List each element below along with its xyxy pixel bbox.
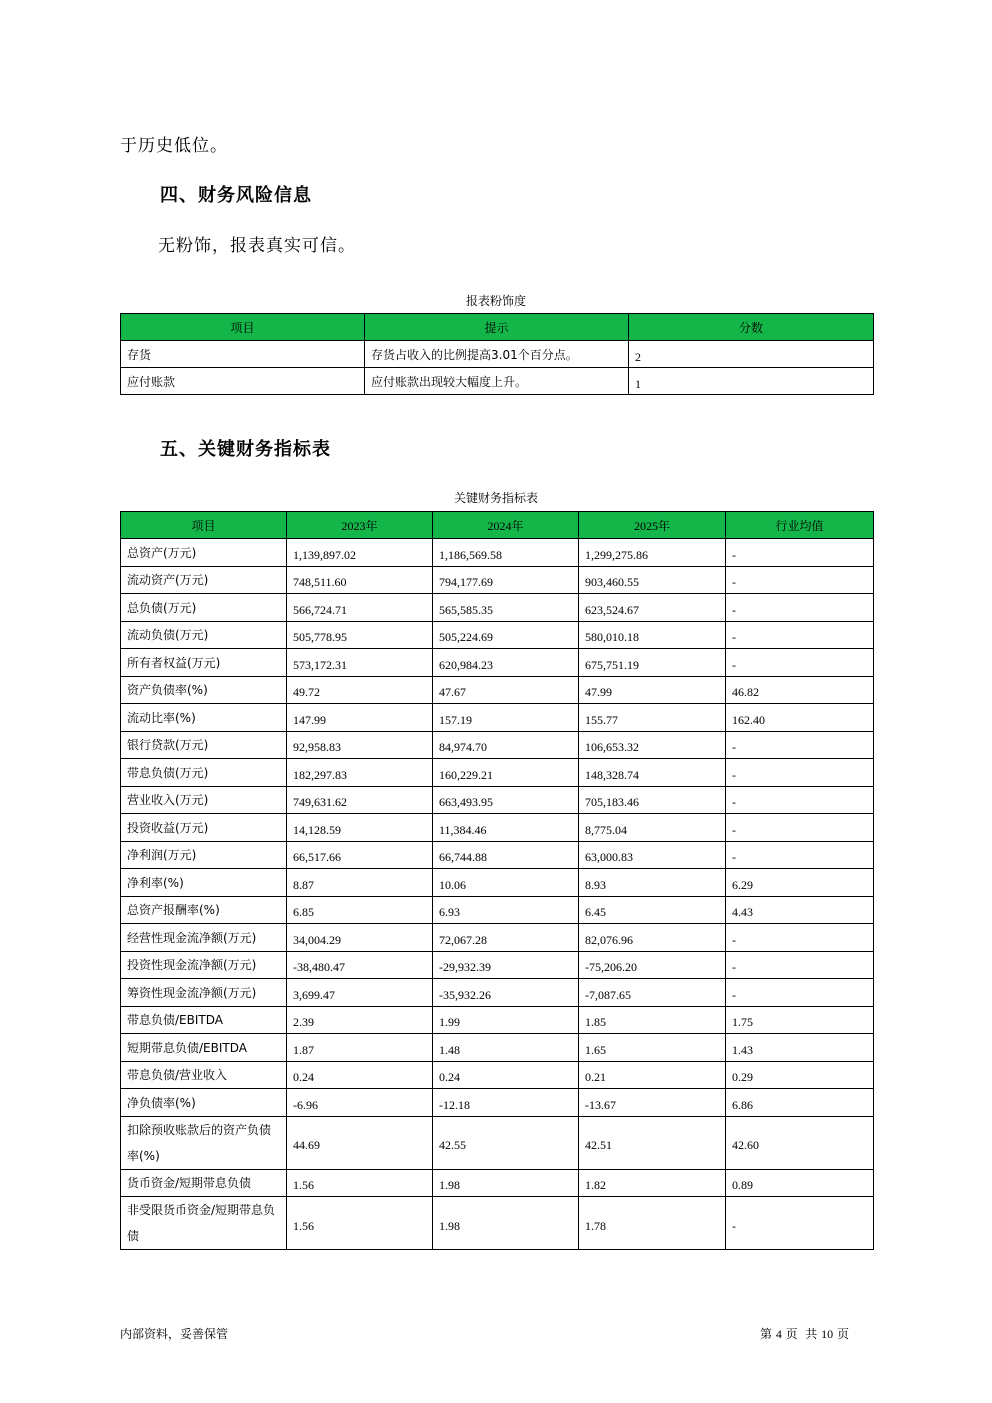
table-row <box>121 814 874 842</box>
indicator-name: 经营性现金流净额(万元) <box>121 924 287 952</box>
value-2023: 573,172.31 <box>287 649 433 677</box>
value-industry-avg: - <box>726 731 874 759</box>
value-industry-avg: - <box>726 759 874 787</box>
value-industry-avg: - <box>726 621 874 649</box>
indicator-name: 投资性现金流净额(万元) <box>121 951 287 979</box>
value-2023: 147.99 <box>287 704 433 732</box>
table-row <box>121 731 874 759</box>
value-industry-avg: 1.75 <box>726 1006 874 1034</box>
page-total: 10 <box>821 1327 834 1341</box>
value-2023: 14,128.59 <box>287 814 433 842</box>
value-2025: 1,299,275.86 <box>579 539 726 567</box>
value-2023: 505,778.95 <box>287 621 433 649</box>
value-industry-avg: 46.82 <box>726 676 874 704</box>
value-2024: 1.48 <box>433 1034 579 1062</box>
value-2023: -38,480.47 <box>287 951 433 979</box>
value-2024: 1.98 <box>433 1197 579 1250</box>
table-row <box>121 566 874 594</box>
value-2023: 6.85 <box>287 896 433 924</box>
table-row <box>121 594 874 622</box>
value-2025: -7,087.65 <box>579 979 726 1007</box>
table-row <box>121 1116 874 1169</box>
indicator-header-2023: 2023年 <box>287 512 433 539</box>
value-2024: 10.06 <box>433 869 579 897</box>
value-2024: 160,229.21 <box>433 759 579 787</box>
value-2024: 157.19 <box>433 704 579 732</box>
value-industry-avg: - <box>726 1197 874 1250</box>
table-row <box>121 1089 874 1117</box>
value-industry-avg: - <box>726 924 874 952</box>
table-row <box>121 1006 874 1034</box>
value-2024: 663,493.95 <box>433 786 579 814</box>
value-industry-avg: - <box>726 539 874 567</box>
value-2025: 8,775.04 <box>579 814 726 842</box>
value-2024: 794,177.69 <box>433 566 579 594</box>
value-2025: 106,653.32 <box>579 731 726 759</box>
risk-hint: 存货占收入的比例提高3.01个百分点。 <box>365 341 629 368</box>
table-row <box>121 924 874 952</box>
page-mid: 页 共 <box>785 1327 818 1341</box>
value-2024: 0.24 <box>433 1061 579 1089</box>
value-2023: 1.56 <box>287 1169 433 1197</box>
risk-table <box>120 313 874 395</box>
value-2024: 66,744.88 <box>433 841 579 869</box>
table-row <box>121 704 874 732</box>
risk-table-caption: 报表粉饰度 <box>465 294 526 308</box>
indicator-name: 带息负债/EBITDA <box>121 1006 287 1034</box>
value-industry-avg: - <box>726 786 874 814</box>
table-row <box>121 1169 874 1197</box>
value-2023: 92,958.83 <box>287 731 433 759</box>
page-prefix: 第 <box>760 1327 773 1341</box>
value-2025: 0.21 <box>579 1061 726 1089</box>
indicator-name: 货币资金/短期带息负债 <box>121 1169 287 1197</box>
indicator-name: 筹资性现金流净额(万元) <box>121 979 287 1007</box>
indicator-name: 投资收益(万元) <box>121 814 287 842</box>
value-industry-avg: - <box>726 594 874 622</box>
value-2023: 1.56 <box>287 1197 433 1250</box>
indicator-name: 总负债(万元) <box>121 594 287 622</box>
value-2025: 148,328.74 <box>579 759 726 787</box>
value-2024: -35,932.26 <box>433 979 579 1007</box>
value-2023: 1,139,897.02 <box>287 539 433 567</box>
indicator-name: 流动负债(万元) <box>121 621 287 649</box>
table-row <box>121 979 874 1007</box>
value-2024: 565,585.35 <box>433 594 579 622</box>
table-row <box>121 676 874 704</box>
value-2024: 1,186,569.58 <box>433 539 579 567</box>
risk-header-score: 分数 <box>629 314 874 341</box>
value-2025: 1.82 <box>579 1169 726 1197</box>
value-2025: 705,183.46 <box>579 786 726 814</box>
risk-header-item: 项目 <box>121 314 365 341</box>
indicator-table <box>120 511 874 1250</box>
indicator-name: 非受限货币资金/短期带息负债 <box>121 1197 287 1250</box>
risk-item: 存货 <box>121 341 365 368</box>
indicator-name: 营业收入(万元) <box>121 786 287 814</box>
continuation-text: 于历史低位。 <box>120 136 228 156</box>
value-2025: 675,751.19 <box>579 649 726 677</box>
indicator-name: 所有者权益(万元) <box>121 649 287 677</box>
table-row <box>121 951 874 979</box>
value-industry-avg: 6.29 <box>726 869 874 897</box>
value-2023: 182,297.83 <box>287 759 433 787</box>
value-2025: 1.85 <box>579 1006 726 1034</box>
value-industry-avg: 0.89 <box>726 1169 874 1197</box>
indicator-name: 短期带息负债/EBITDA <box>121 1034 287 1062</box>
value-2024: 620,984.23 <box>433 649 579 677</box>
table-row <box>121 1061 874 1089</box>
value-industry-avg: - <box>726 951 874 979</box>
value-2023: 66,517.66 <box>287 841 433 869</box>
page-current: 4 <box>775 1327 782 1341</box>
value-2024: 47.67 <box>433 676 579 704</box>
value-2025: 155.77 <box>579 704 726 732</box>
value-2023: 1.87 <box>287 1034 433 1062</box>
value-2023: -6.96 <box>287 1089 433 1117</box>
section-5-heading: 五、关键财务指标表 <box>160 439 331 460</box>
value-2023: 0.24 <box>287 1061 433 1089</box>
indicator-name: 流动资产(万元) <box>121 566 287 594</box>
footer-page-number <box>760 1325 849 1342</box>
value-2023: 44.69 <box>287 1116 433 1169</box>
value-industry-avg: 162.40 <box>726 704 874 732</box>
value-2025: 63,000.83 <box>579 841 726 869</box>
indicator-name: 净负债率(%) <box>121 1089 287 1117</box>
value-2025: 580,010.18 <box>579 621 726 649</box>
value-2023: 34,004.29 <box>287 924 433 952</box>
footer-note: 内部资料，妥善保管 <box>120 1327 229 1341</box>
table-row <box>121 869 874 897</box>
value-2024: 505,224.69 <box>433 621 579 649</box>
value-2024: 6.93 <box>433 896 579 924</box>
value-industry-avg: 1.43 <box>726 1034 874 1062</box>
risk-score: 1 <box>629 368 874 395</box>
value-industry-avg: 4.43 <box>726 896 874 924</box>
value-2023: 2.39 <box>287 1006 433 1034</box>
indicator-name: 扣除预收账款后的资产负债率(%) <box>121 1116 287 1169</box>
value-2024: 1.98 <box>433 1169 579 1197</box>
table-row <box>121 1197 874 1250</box>
value-2025: 82,076.96 <box>579 924 726 952</box>
value-2025: 42.51 <box>579 1116 726 1169</box>
value-industry-avg: - <box>726 649 874 677</box>
table-row <box>121 539 874 567</box>
indicator-name: 资产负债率(%) <box>121 676 287 704</box>
value-2025: 1.65 <box>579 1034 726 1062</box>
value-2025: 47.99 <box>579 676 726 704</box>
indicator-name: 净利润(万元) <box>121 841 287 869</box>
value-2023: 749,631.62 <box>287 786 433 814</box>
section-4-body: 无粉饰，报表真实可信。 <box>158 236 356 256</box>
value-industry-avg: 0.29 <box>726 1061 874 1089</box>
table-row <box>121 1034 874 1062</box>
value-2025: 6.45 <box>579 896 726 924</box>
value-2023: 3,699.47 <box>287 979 433 1007</box>
table-row <box>121 896 874 924</box>
value-industry-avg: - <box>726 566 874 594</box>
risk-item: 应付账款 <box>121 368 365 395</box>
value-2024: 11,384.46 <box>433 814 579 842</box>
risk-header-hint: 提示 <box>365 314 629 341</box>
indicator-name: 带息负债/营业收入 <box>121 1061 287 1089</box>
table-row <box>121 786 874 814</box>
indicator-header-2025: 2025年 <box>579 512 726 539</box>
value-2023: 566,724.71 <box>287 594 433 622</box>
indicator-header-2024: 2024年 <box>433 512 579 539</box>
table-row <box>121 759 874 787</box>
indicator-name: 银行贷款(万元) <box>121 731 287 759</box>
table-row <box>121 649 874 677</box>
value-2024: -12.18 <box>433 1089 579 1117</box>
value-2025: 903,460.55 <box>579 566 726 594</box>
indicator-name: 净利率(%) <box>121 869 287 897</box>
value-industry-avg: 42.60 <box>726 1116 874 1169</box>
risk-table-header-row <box>121 314 874 341</box>
risk-score: 2 <box>629 341 874 368</box>
risk-hint: 应付账款出现较大幅度上升。 <box>365 368 629 395</box>
indicator-name: 流动比率(%) <box>121 704 287 732</box>
value-2024: -29,932.39 <box>433 951 579 979</box>
value-industry-avg: - <box>726 979 874 1007</box>
value-2024: 1.99 <box>433 1006 579 1034</box>
indicator-name: 总资产(万元) <box>121 539 287 567</box>
value-2024: 42.55 <box>433 1116 579 1169</box>
section-4-heading: 四、财务风险信息 <box>160 185 312 206</box>
table-row <box>121 341 874 368</box>
table-row <box>121 621 874 649</box>
value-2025: -13.67 <box>579 1089 726 1117</box>
value-2023: 49.72 <box>287 676 433 704</box>
table-row <box>121 841 874 869</box>
value-industry-avg: - <box>726 814 874 842</box>
indicator-name: 带息负债(万元) <box>121 759 287 787</box>
value-2025: 623,524.67 <box>579 594 726 622</box>
indicator-header-item: 项目 <box>121 512 287 539</box>
indicator-table-header-row <box>121 512 874 539</box>
value-industry-avg: - <box>726 841 874 869</box>
value-2025: 8.93 <box>579 869 726 897</box>
indicator-table-caption: 关键财务指标表 <box>453 491 538 505</box>
value-2023: 8.87 <box>287 869 433 897</box>
value-2024: 72,067.28 <box>433 924 579 952</box>
value-2023: 748,511.60 <box>287 566 433 594</box>
indicator-name: 总资产报酬率(%) <box>121 896 287 924</box>
value-2024: 84,974.70 <box>433 731 579 759</box>
value-industry-avg: 6.86 <box>726 1089 874 1117</box>
value-2025: 1.78 <box>579 1197 726 1250</box>
value-2025: -75,206.20 <box>579 951 726 979</box>
table-row <box>121 368 874 395</box>
indicator-header-industry-avg: 行业均值 <box>726 512 874 539</box>
page-suffix: 页 <box>836 1327 849 1341</box>
